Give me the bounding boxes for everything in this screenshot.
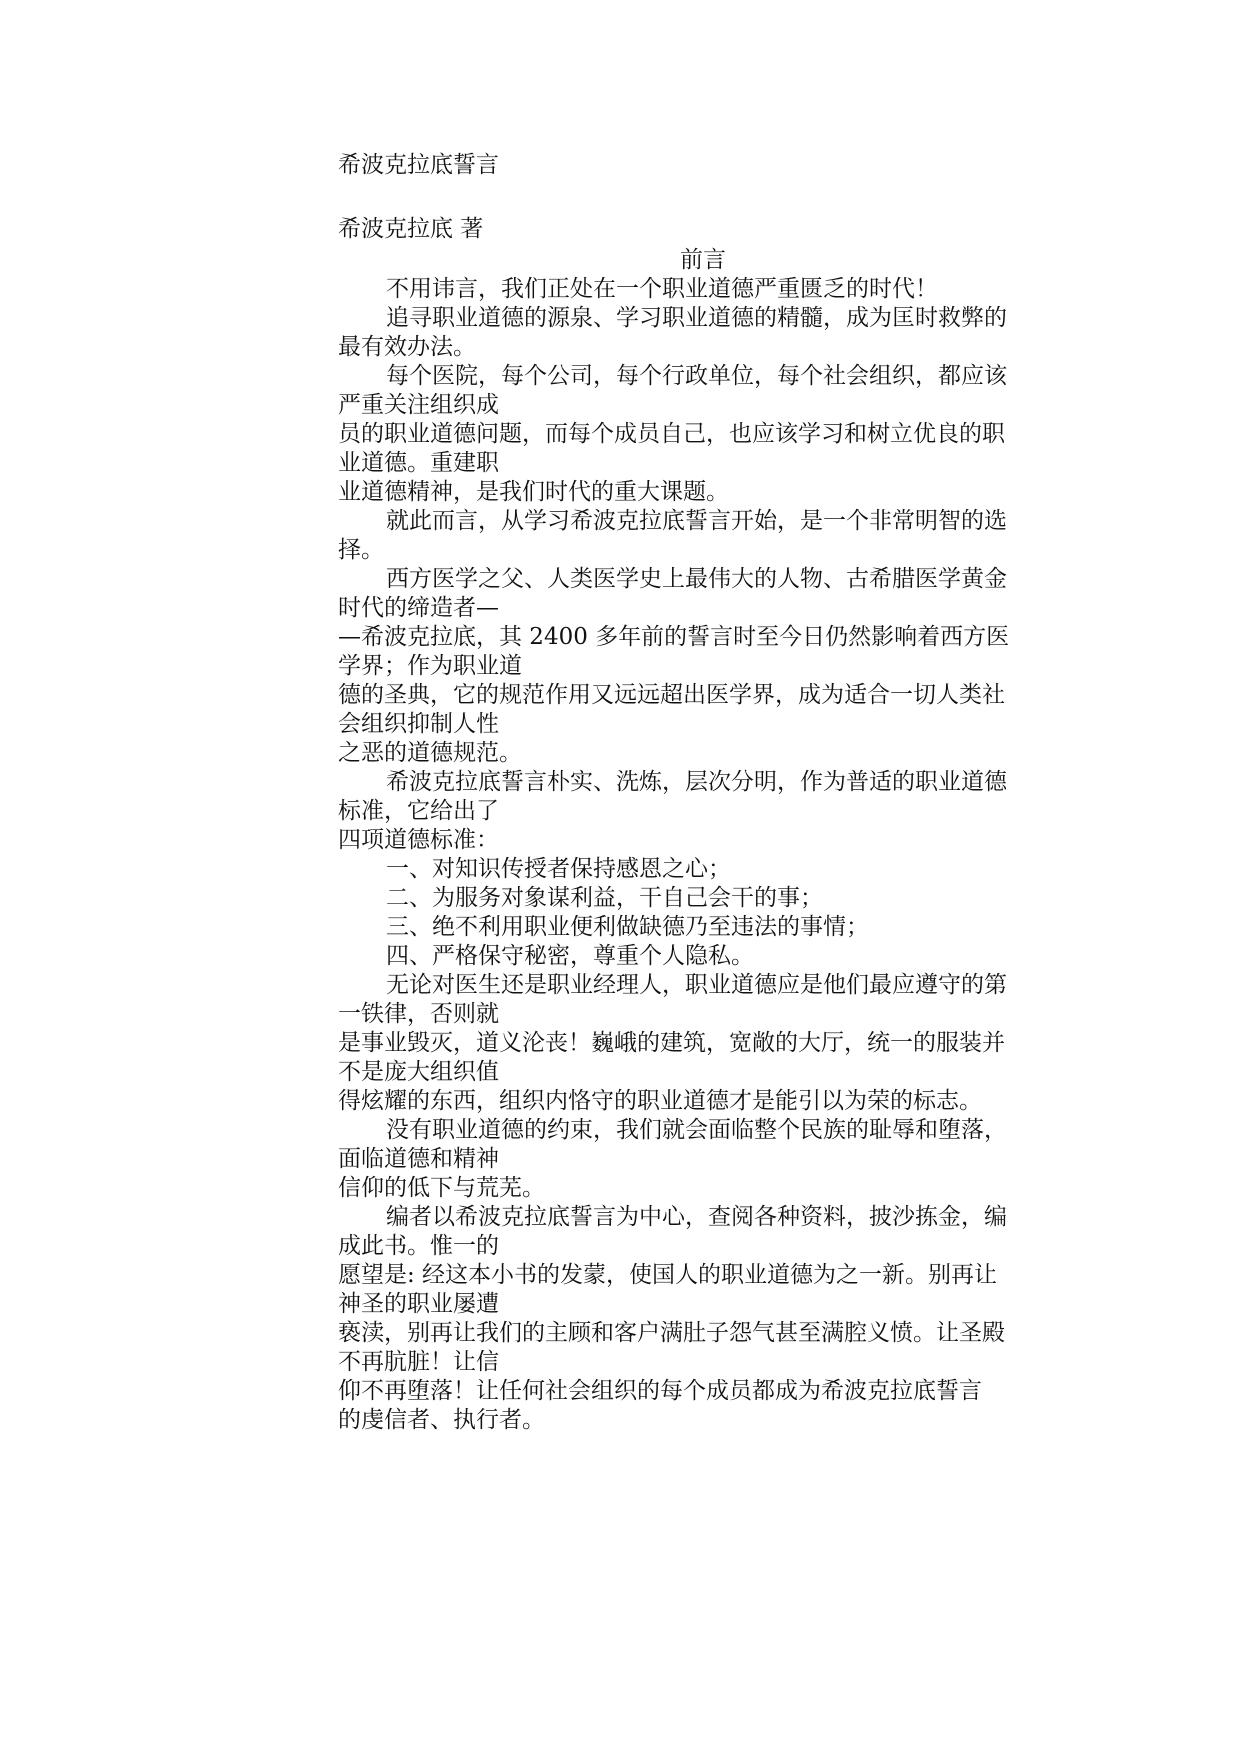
text-line: 时代的缔造者— — [338, 595, 499, 621]
text-line: 编者以希波克拉底誓言为中心，查阅各种资料，披沙拣金，编 — [386, 1204, 1007, 1230]
text-line: 希波克拉底誓言朴实、洗炼，层次分明，作为普适的职业道德 — [386, 769, 1007, 795]
text-line: 每个医院，每个公司，每个行政单位，每个社会组织，都应该 — [386, 363, 1007, 389]
text-line: 仰不再堕落！让任何社会组织的每个成员都成为希波克拉底誓言 — [338, 1378, 982, 1404]
text-line: 严重关注组织成 — [338, 392, 499, 418]
text-line: 最有效办法。 — [338, 334, 476, 360]
text-line: 不用讳言，我们正处在一个职业道德严重匮乏的时代！ — [386, 276, 938, 302]
text-line: 四、严格保守秘密，尊重个人隐私。 — [386, 943, 754, 969]
text-line: 无论对医生还是职业经理人，职业道德应是他们最应遵守的第 — [386, 972, 1007, 998]
text-line: 信仰的低下与荒芜。 — [338, 1175, 545, 1201]
text-line: 一、对知识传授者保持感恩之心； — [386, 856, 731, 882]
text-line: 愿望是: 经这本小书的发蒙，使国人的职业道德为之一新。别再让 — [338, 1262, 998, 1288]
text-line: 业道德。重建职 — [338, 450, 499, 476]
text-line: 的虔信者、执行者。 — [338, 1407, 545, 1433]
text-line: 一铁律，否则就 — [338, 1001, 499, 1027]
text-line: 亵渎，别再让我们的主顾和客户满肚子怨气甚至满腔义愤。让圣殿 — [338, 1320, 1005, 1346]
text-line: 神圣的职业屡遭 — [338, 1291, 499, 1317]
text-line: 不再肮脏！让信 — [338, 1349, 499, 1375]
text-line: 德的圣典，它的规范作用又远远超出医学界，成为适合一切人类社 — [338, 682, 1005, 708]
text-line: 成此书。惟一的 — [338, 1233, 499, 1259]
preface-heading: 前言 — [680, 247, 726, 273]
text-line: 二、为服务对象谋利益，干自己会干的事； — [386, 885, 823, 911]
text-line: 是事业毁灭，道义沦丧！巍峨的建筑，宽敞的大厅，统一的服装并 — [338, 1030, 1005, 1056]
preface-text — [338, 275, 1068, 1435]
text-line: 追寻职业道德的源泉、学习职业道德的精髓，成为匡时救弊的 — [386, 305, 1007, 331]
text-line: 标准，它给出了 — [338, 798, 499, 824]
text-line: 择。 — [338, 537, 384, 563]
text-line: 业道德精神，是我们时代的重大课题。 — [338, 479, 729, 505]
text-line: 没有职业道德的约束，我们就会面临整个民族的耻辱和堕落， — [386, 1117, 1007, 1143]
text-line: —希波克拉底，其 2400 多年前的誓言时至今日仍然影响着西方医 — [338, 624, 1010, 650]
text-line: 会组织抑制人性 — [338, 711, 499, 737]
document-author: 希波克拉底 著 — [338, 216, 484, 242]
text-line: 员的职业道德问题，而每个成员自己，也应该学习和树立优良的职 — [338, 421, 1005, 447]
document-title: 希波克拉底誓言 — [338, 152, 499, 178]
text-line: 面临道德和精神 — [338, 1146, 499, 1172]
text-line: 四项道德标准： — [338, 827, 499, 853]
document-body — [338, 150, 1068, 1435]
text-line: 不是庞大组织值 — [338, 1059, 499, 1085]
text-line: 三、绝不利用职业便利做缺德乃至违法的事情； — [386, 914, 869, 940]
text-line: 学界；作为职业道 — [338, 653, 522, 679]
text-line: 之恶的道德规范。 — [338, 740, 522, 766]
text-line: 西方医学之父、人类医学史上最伟大的人物、古希腊医学黄金 — [386, 566, 1007, 592]
text-line: 就此而言，从学习希波克拉底誓言开始，是一个非常明智的选 — [386, 508, 1007, 534]
text-line: 得炫耀的东西，组织内恪守的职业道德才是能引以为荣的标志。 — [338, 1088, 982, 1114]
